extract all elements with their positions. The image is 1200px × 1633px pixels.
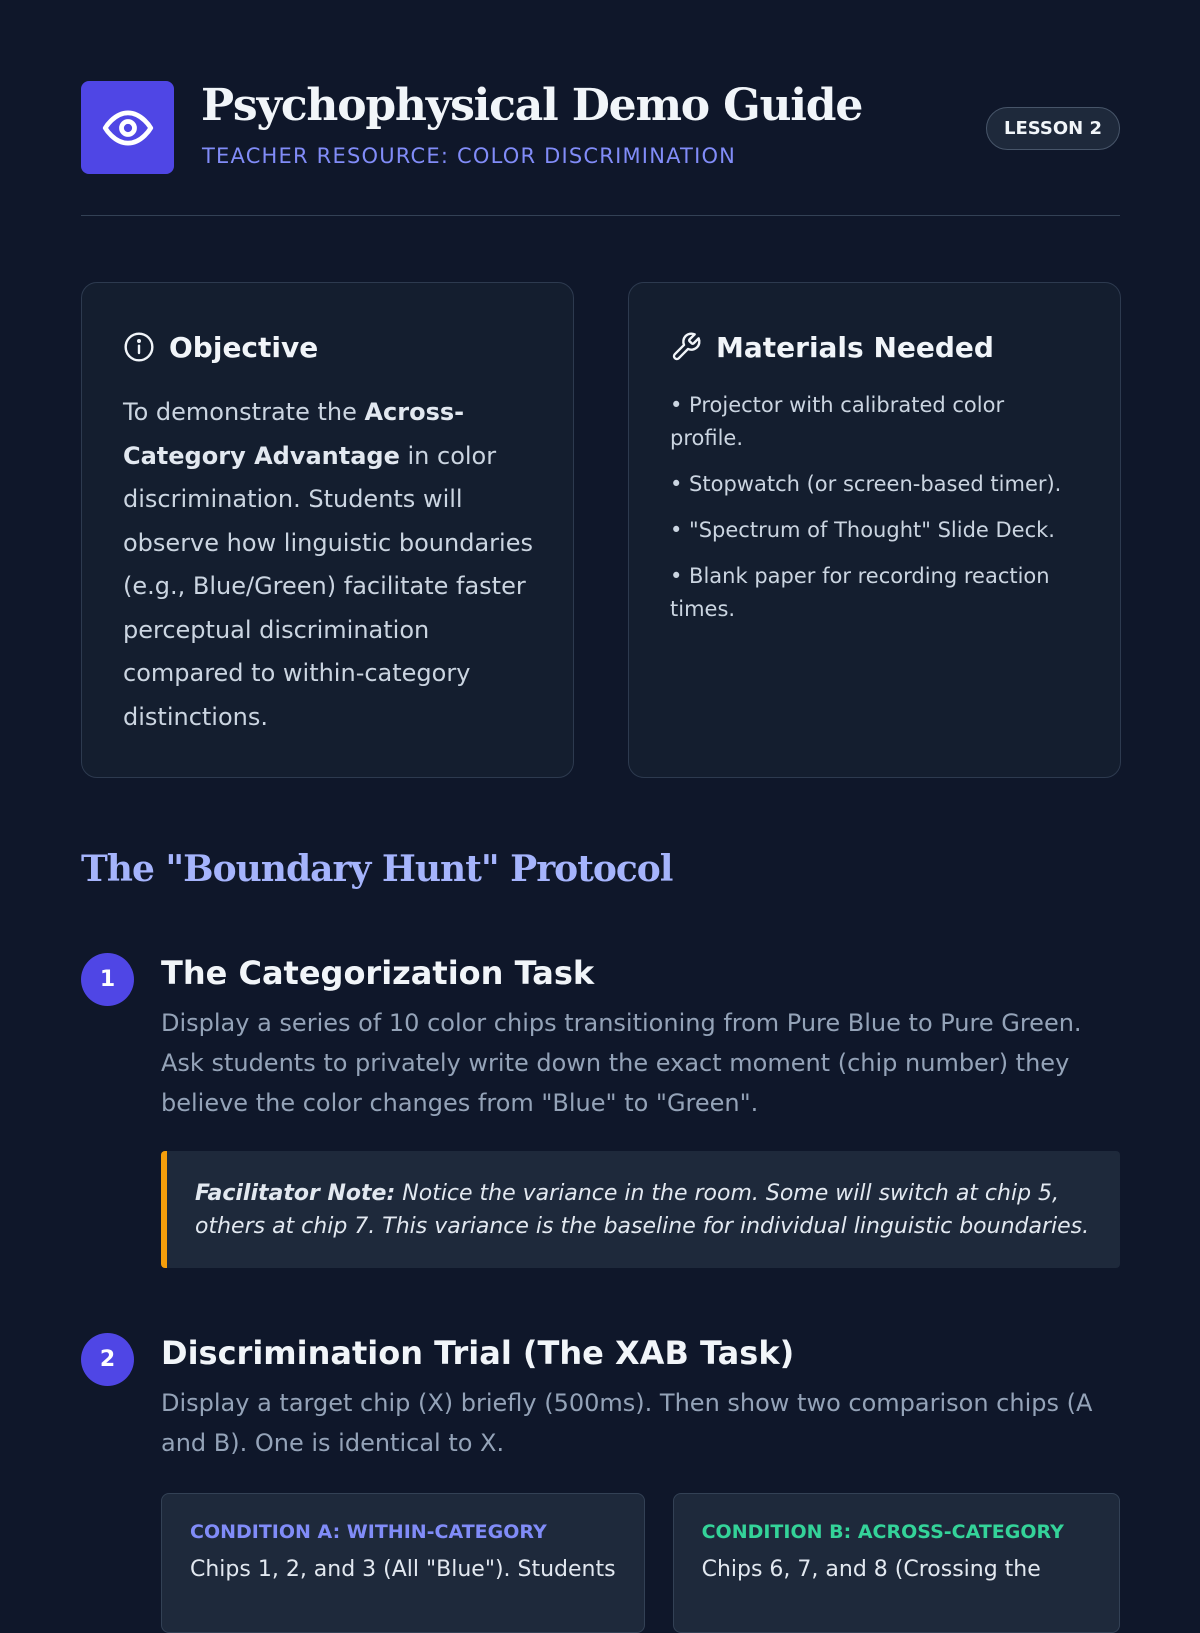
facilitator-note: Facilitator Note: Notice the variance in the room. Some will switch at chip 5, others at chip 7. This variance is the baseline for individual linguistic boundaries. (161, 1151, 1120, 1268)
condition-b-label: CONDITION B: ACROSS-CATEGORY (701, 1521, 1064, 1543)
step-number: 1 (81, 953, 134, 1006)
materials-item: • Blank paper for recording reaction times. (670, 564, 1050, 621)
condition-b-text: Chips 6, 7, and 8 (Crossing the (701, 1557, 1041, 1582)
page-subtitle: TEACHER RESOURCE: COLOR DISCRIMINATION (202, 144, 737, 168)
objective-card (81, 282, 574, 778)
wrench-icon (670, 331, 702, 363)
condition-b-card (673, 1493, 1120, 1633)
info-icon (123, 331, 155, 363)
materials-item: • Stopwatch (or screen-based timer). (670, 472, 1062, 496)
step-title: The Categorization Task (161, 954, 595, 992)
page (81, 0, 1120, 1582)
eye-icon (102, 102, 154, 154)
objective-title: Objective (169, 330, 319, 364)
step-description: Display a series of 10 color chips transitioning from Pure Blue to Pure Green. Ask students to privately write down the exact moment (chip number) they believe the color changes from "Blue" to "Green". (161, 1009, 1082, 1117)
step-description: Display a target chip (X) briefly (500ms). Then show two comparison chips (A and B). One is identical to X. (161, 1389, 1093, 1457)
step-title: Discrimination Trial (The XAB Task) (161, 1334, 795, 1372)
condition-a-card (161, 1493, 645, 1633)
condition-cards (161, 1493, 1120, 1633)
logo (81, 81, 174, 174)
materials-item: • "Spectrum of Thought" Slide Deck. (670, 518, 1055, 542)
step-number: 2 (81, 1333, 134, 1386)
condition-a-text: Chips 1, 2, and 3 (All "Blue"). Students (190, 1557, 616, 1582)
condition-a-label: CONDITION A: WITHIN-CATEGORY (190, 1521, 547, 1543)
note-label: Facilitator Note: (195, 1181, 396, 1206)
lesson-badge: LESSON 2 (986, 107, 1120, 150)
objective-text: To demonstrate the Across-Category Advantage in color discrimination. Students will observe how linguistic boundaries (e.g., Blue/Green) facilitate faster perceptual discrimination compared to within-category distinctions. (123, 398, 533, 731)
materials-title: Materials Needed (716, 330, 994, 364)
page-title: Psychophysical Demo Guide (201, 80, 863, 131)
materials-list (670, 389, 1080, 626)
protocol-title: The "Boundary Hunt" Protocol (81, 848, 673, 890)
materials-card (628, 282, 1121, 778)
header (81, 0, 1120, 216)
objective-highlight: Across-Category Advantage (123, 398, 465, 470)
materials-item: • Projector with calibrated color profile. (670, 393, 1005, 450)
